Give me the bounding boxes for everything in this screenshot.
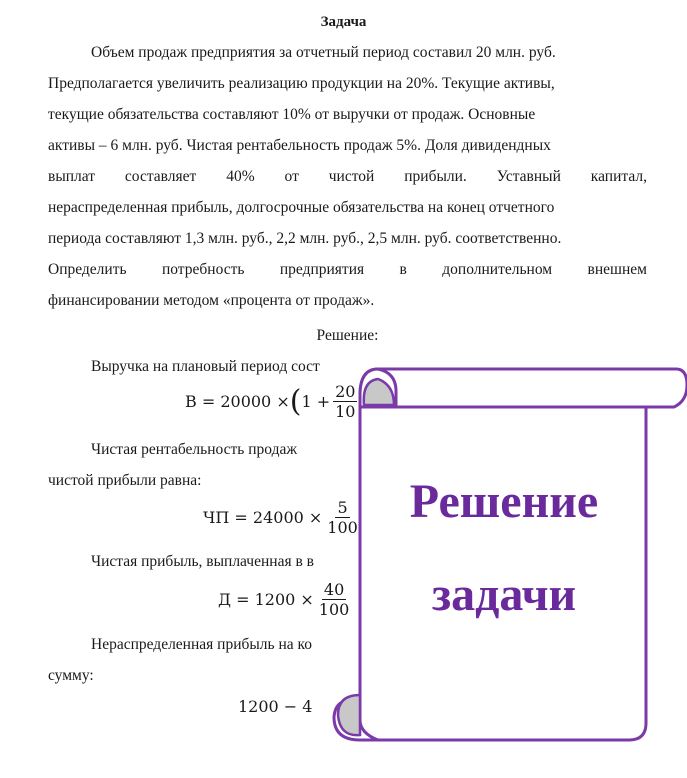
problem-word: составляет <box>124 168 197 185</box>
problem-word: чистой <box>328 168 375 185</box>
scroll-bottom-curl <box>338 695 360 735</box>
problem-word: дополнительном <box>442 261 553 278</box>
problem-line <box>48 260 647 280</box>
revenue-fraction-den: 10 <box>335 402 356 421</box>
problem-line <box>48 167 647 187</box>
problem-line <box>48 105 647 125</box>
problem-word: активы – 6 млн. руб. Чистая рентабельность продаж 5%. Доля дивидендных <box>48 137 551 154</box>
problem-line <box>48 291 647 311</box>
dividend-text: Чистая прибыль, выплаченная в в <box>91 553 314 570</box>
problem-word: Объем продаж предприятия за отчетный период составил 20 млн. руб. <box>91 44 556 61</box>
retained-text: Нераспределенная прибыль на ко <box>91 636 313 653</box>
problem-line <box>48 74 647 94</box>
revenue-formula-paren: ( <box>289 383 302 419</box>
dividend-formula-lhs: Д = 1200 × <box>218 590 314 609</box>
problem-word: финансировании методом «процента от продаж». <box>48 292 375 309</box>
problem-word: периода составляют 1,3 млн. руб., 2,2 млн. руб., 2,5 млн. руб. соответственно. <box>48 230 562 247</box>
problem-word: 40% <box>226 168 255 185</box>
dividend-fraction-num: 40 <box>323 580 345 599</box>
profit-fraction-num: 5 <box>337 498 348 517</box>
retained-text-2: сумму: <box>48 667 94 684</box>
problem-word: текущие обязательства составляют 10% от выручки от продаж. Основные <box>48 106 536 123</box>
problem-word: капитал, <box>590 168 647 185</box>
dividend-fraction-den: 100 <box>318 600 350 619</box>
problem-word: от <box>284 168 299 185</box>
problem-word: потребность <box>161 261 245 278</box>
problem-word: Предполагается увеличить реализацию продукции на 20%. Текущие активы, <box>48 75 555 92</box>
problem-line <box>48 136 647 156</box>
problem-title: Задача <box>320 14 367 30</box>
scroll-banner-icon <box>296 355 687 750</box>
profit-fraction-den: 100 <box>327 518 358 537</box>
profit-text-2: чистой прибыли равна: <box>48 472 202 489</box>
problem-line <box>48 43 647 63</box>
scroll-body <box>360 369 687 740</box>
problem-line <box>48 198 647 218</box>
profit-text-1: Чистая рентабельность продаж <box>91 441 298 458</box>
revenue-formula-one-plus: 1 + <box>301 392 331 411</box>
problem-line <box>48 229 647 249</box>
retained-formula: 1200 − 4 <box>238 697 313 716</box>
scroll-title-line-2: задачи <box>431 568 577 621</box>
problem-word: прибыли. <box>404 168 467 185</box>
revenue-formula-lhs: В = 20000 × <box>185 392 290 411</box>
revenue-text: Выручка на плановый период сост <box>91 358 320 375</box>
problem-word: в <box>399 261 407 278</box>
problem-word: Определить <box>48 261 127 278</box>
problem-word: нераспределенная прибыль, долгосрочные обязательства на конец отчетного <box>48 199 555 216</box>
problem-word: предприятия <box>279 261 365 278</box>
profit-formula-lhs: ЧП = 24000 × <box>203 508 323 527</box>
solution-heading: Решение: <box>316 327 379 344</box>
problem-word: внешнем <box>587 261 647 278</box>
problem-word: Уставный <box>496 168 561 185</box>
problem-word: выплат <box>48 168 96 185</box>
scroll-title-line-1: Решение <box>409 475 599 528</box>
revenue-fraction-num: 20 <box>335 382 356 401</box>
